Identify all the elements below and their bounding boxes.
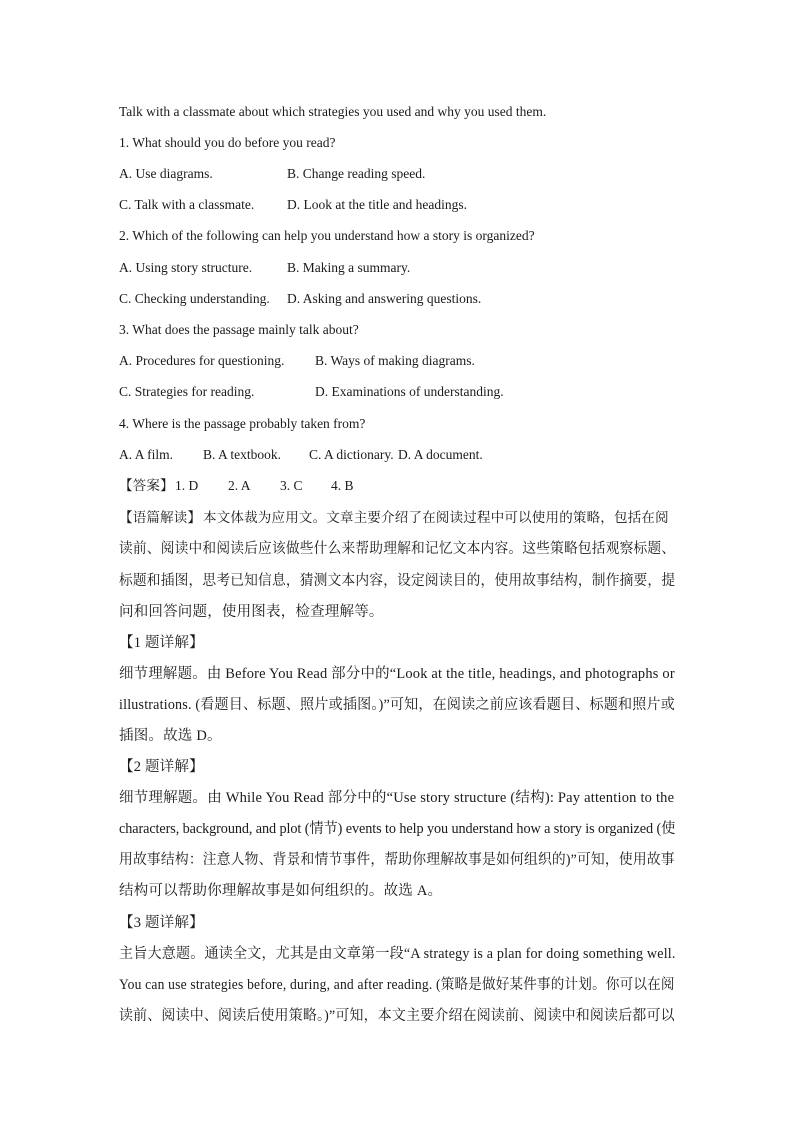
answers-label: 【答案】: [119, 478, 174, 493]
question-2-option-a: A. Using story structure.: [119, 260, 253, 275]
detail-2-heading: 【2 题详解】: [119, 759, 204, 775]
detail-2-line-1: 细节理解题。由 While You Read 部分中的“Use story structure (结构): Pay attention to the: [119, 790, 675, 806]
question-2-option-b: B. Making a summary.: [287, 260, 411, 275]
analysis-line-1: 本文体裁为应用文。文章主要介绍了在阅读过程中可以使用的策略，包括在阅: [203, 510, 669, 525]
analysis-line-2: 读前、阅读中和阅读后应该做些什么来帮助理解和记忆文本内容。这些策略包括观察标题、: [119, 541, 676, 557]
question-1-option-a: A. Use diagrams.: [119, 166, 213, 181]
question-4-option-a: A. A film.: [119, 447, 174, 462]
question-1-stem: 1. What should you do before you read?: [119, 135, 336, 150]
answer-3: 3. C: [280, 478, 303, 493]
question-3-option-b: B. Ways of making diagrams.: [315, 353, 475, 368]
question-3-option-d: D. Examinations of understanding.: [315, 384, 504, 399]
detail-2-line-2: characters, background, and plot (情节) events to help you understand how a story is organized (使: [119, 821, 676, 837]
detail-3-heading: 【3 题详解】: [119, 915, 204, 931]
question-4-stem: 4. Where is the passage probably taken from?: [119, 416, 366, 431]
question-3-option-c: C. Strategies for reading.: [119, 384, 255, 399]
question-2-option-d: D. Asking and answering questions.: [287, 291, 482, 306]
intro-text: Talk with a classmate about which strategies you used and why you used them.: [119, 104, 547, 119]
answer-2: 2. A: [228, 478, 251, 493]
question-3-option-a: A. Procedures for questioning.: [119, 353, 285, 368]
detail-3-line-1: 主旨大意题。通读全文，尤其是由文章第一段“A strategy is a plan for doing something well.: [119, 946, 676, 962]
question-4-option-c: C. A dictionary.: [309, 447, 394, 462]
question-4-option-d: D. A document.: [398, 447, 483, 462]
answer-1: 1. D: [175, 478, 199, 493]
detail-2-line-3: 用故事结构：注意人物、背景和情节事件，帮助你理解故事是如何组织的)”可知，使用故事: [119, 852, 675, 868]
question-2-option-c: C. Checking understanding.: [119, 291, 270, 306]
detail-1-line-3: 插图。故选 D。: [119, 728, 222, 744]
detail-2-line-4: 结构可以帮助你理解故事是如何组织的。故选 A。: [119, 883, 443, 899]
question-4-option-b: B. A textbook.: [203, 447, 282, 462]
question-2-stem: 2. Which of the following can help you understand how a story is organized?: [119, 228, 535, 243]
detail-1-line-2: illustrations. (看题目、标题、照片或插图。)”可知，在阅读之前应该看题目、标题和照片或: [119, 697, 676, 713]
analysis-line-4: 问和回答问题，使用图表，检查理解等。: [119, 604, 384, 620]
analysis-label: 【语篇解读】: [119, 510, 202, 525]
question-3-stem: 3. What does the passage mainly talk about?: [119, 322, 359, 337]
detail-3-line-3: 读前、阅读中、阅读后使用策略。)”可知，本文主要介绍在阅读前、阅读中和阅读后都可以: [119, 1008, 675, 1024]
detail-1-heading: 【1 题详解】: [119, 635, 204, 651]
answer-4: 4. B: [331, 478, 354, 493]
question-1-option-d: D. Look at the title and headings.: [287, 197, 467, 212]
question-1-option-c: C. Talk with a classmate.: [119, 197, 255, 212]
detail-1-line-1: 细节理解题。由 Before You Read 部分中的“Look at the title, headings, and photographs or: [119, 666, 675, 682]
question-1-option-b: B. Change reading speed.: [287, 166, 426, 181]
detail-3-line-2: You can use strategies before, during, and after reading. (策略是做好某件事的计划。你可以在阅: [119, 977, 675, 993]
analysis-line-3: 标题和插图，思考已知信息，猜测文本内容，设定阅读目的，使用故事结构，制作摘要，提: [119, 573, 676, 589]
